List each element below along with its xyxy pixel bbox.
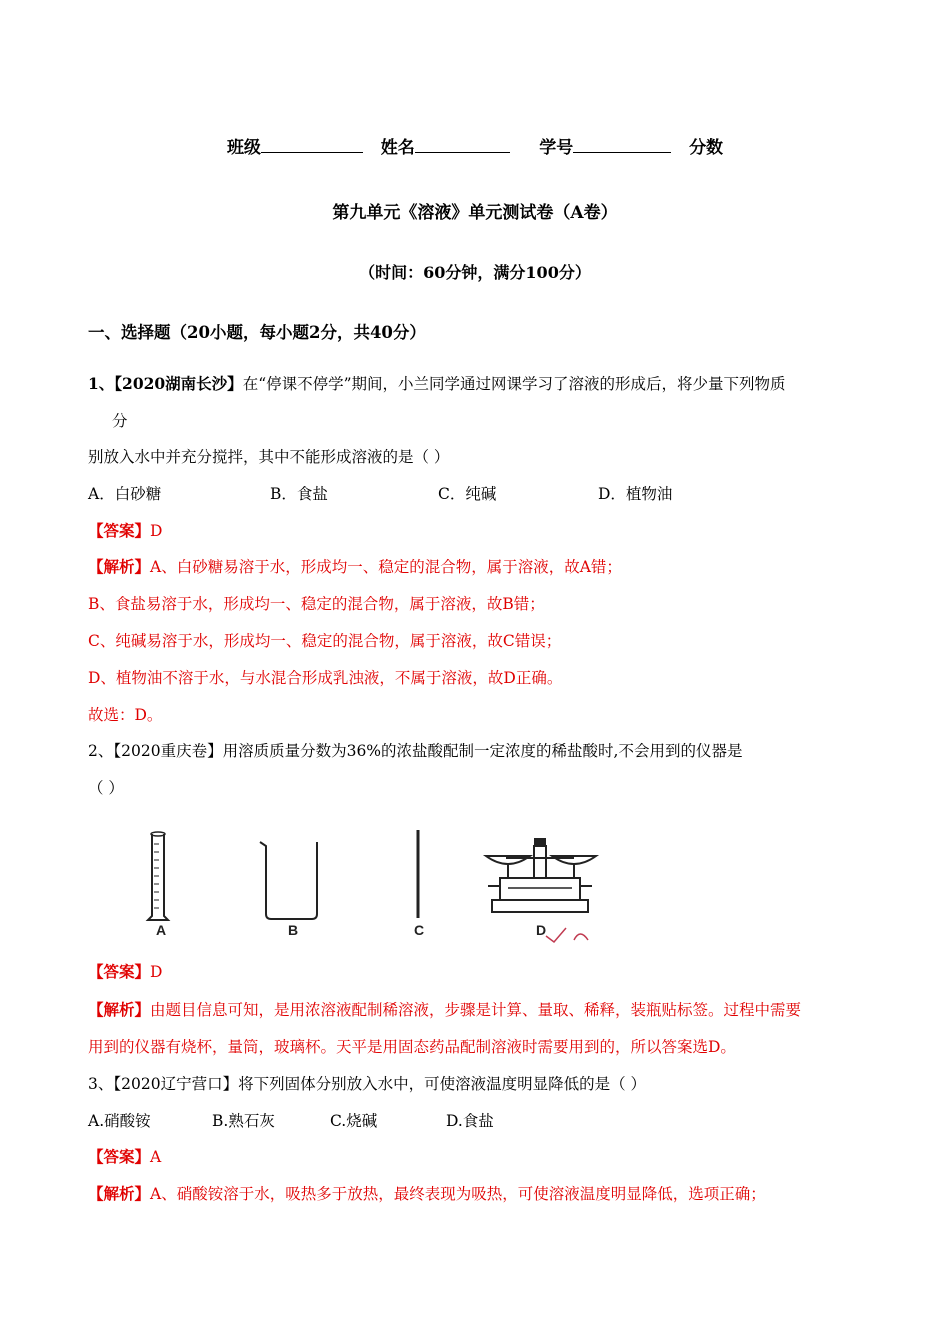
answer-label: 【答案】: [88, 1147, 151, 1166]
q3-answer: [88, 1147, 161, 1167]
analysis-text: 由题目信息可知，是用浓溶液配制稀溶液，步骤是计算、量取、稀释，装瓶贴标签。过程中需要: [150, 1001, 802, 1019]
q3-analysis-line1: [88, 1184, 766, 1204]
id-label: 学号: [539, 138, 574, 158]
answer-value: A: [150, 1148, 162, 1166]
q1-analysis-line4: D、植物油不溶于水，与水混合形成乳浊液，不属于溶液，故D正确。: [88, 669, 563, 687]
name-label: 姓名: [380, 138, 415, 158]
class-blank[interactable]: [261, 134, 363, 153]
document-title: 第九单元《溶液》单元测试卷（A卷）: [332, 203, 618, 223]
document-subtitle: （时间：60分钟，满分100分）: [359, 263, 591, 282]
q2-analysis-line1: [88, 1000, 801, 1020]
figure-label-d: D: [536, 922, 547, 938]
answer-value: D: [150, 522, 163, 540]
q1-option-c[interactable]: C．纯碱: [438, 485, 497, 503]
question-number: 1、: [88, 374, 115, 393]
beaker-icon: [260, 842, 317, 919]
q2-answer: [88, 962, 162, 982]
q2-analysis-line2: 用到的仪器有烧杯，量筒，玻璃杯。天平是用固态药品配制溶液时需要用到的，所以答案选D。: [88, 1038, 736, 1056]
question-number: 2、: [88, 742, 114, 760]
question-2-line1: [88, 741, 742, 761]
question-1-line1: [88, 374, 786, 394]
q3-option-c[interactable]: C.烧碱: [330, 1112, 378, 1130]
question-1-line3: 别放入水中并充分搅拌，其中不能形成溶液的是（ ）: [88, 448, 450, 466]
id-blank[interactable]: [573, 134, 671, 153]
question-2-line2: （ ）: [88, 779, 124, 797]
section-title: 一、选择题（20小题，每小题2分，共40分）: [88, 323, 426, 342]
q1-option-a[interactable]: A．白砂糖: [88, 485, 162, 503]
figure-label-c: C: [414, 922, 425, 938]
student-info-line: [0, 133, 950, 158]
question-1-line2: 分: [112, 412, 128, 430]
q3-option-a[interactable]: A.硝酸铵: [88, 1112, 151, 1130]
answer-label: 【答案】: [88, 521, 151, 540]
score-label: 分数: [689, 138, 724, 158]
figure-label-b: B: [288, 922, 299, 938]
q3-option-d[interactable]: D.食盐: [446, 1112, 494, 1130]
question-number: 3、: [88, 1075, 114, 1093]
question-source: 【2020湖南长沙】: [114, 374, 243, 393]
question-source: 【2020辽宁营口】: [113, 1075, 239, 1093]
q3-option-b[interactable]: B.熟石灰: [212, 1112, 275, 1130]
figure-label-a: A: [156, 922, 167, 938]
analysis-text: A、硝酸铵溶于水，吸热多于放热，最终表现为吸热，可使溶液温度明显降低，选项正确；: [150, 1185, 766, 1203]
q1-option-b[interactable]: B．食盐: [270, 485, 328, 503]
analysis-text: A、白砂糖易溶于水，形成均一、稳定的混合物，属于溶液，故A错；: [150, 558, 622, 576]
answer-value: D: [150, 963, 163, 981]
answer-label: 【答案】: [88, 962, 151, 981]
q1-analysis-line3: C、纯碱易溶于水，形成均一、稳定的混合物，属于溶液，故C错误；: [88, 632, 562, 650]
q1-option-d[interactable]: D．植物油: [598, 485, 673, 503]
graduated-cylinder-icon: [148, 832, 168, 920]
analysis-label: 【解析】: [88, 1000, 151, 1019]
q1-analysis-line2: B、食盐易溶于水，形成均一、稳定的混合物，属于溶液，故B错；: [88, 595, 545, 613]
question-3-line1: [88, 1074, 646, 1094]
q1-answer: [88, 521, 162, 541]
q1-analysis-line5: 故选：D。: [88, 706, 163, 724]
question-source: 【2020重庆卷】: [113, 742, 223, 760]
class-label: 班级: [226, 138, 261, 158]
question-stem: 将下列固体分别放入水中，可使溶液温度明显降低的是（ ）: [238, 1075, 647, 1093]
question-stem: 用溶质质量分数为36%的浓盐酸配制一定浓度的稀盐酸时,不会用到的仪器是: [222, 742, 743, 760]
name-blank[interactable]: [415, 134, 510, 153]
analysis-label: 【解析】: [88, 557, 151, 576]
instruments-figure: [88, 824, 608, 944]
handwritten-check-mark: [546, 928, 566, 942]
balance-icon: [486, 838, 596, 912]
q1-analysis-line1: [88, 557, 622, 577]
question-stem: 在“停课不停学”期间，小兰同学通过网课学习了溶液的形成后，将少量下列物质: [242, 375, 786, 393]
analysis-label: 【解析】: [88, 1184, 151, 1203]
